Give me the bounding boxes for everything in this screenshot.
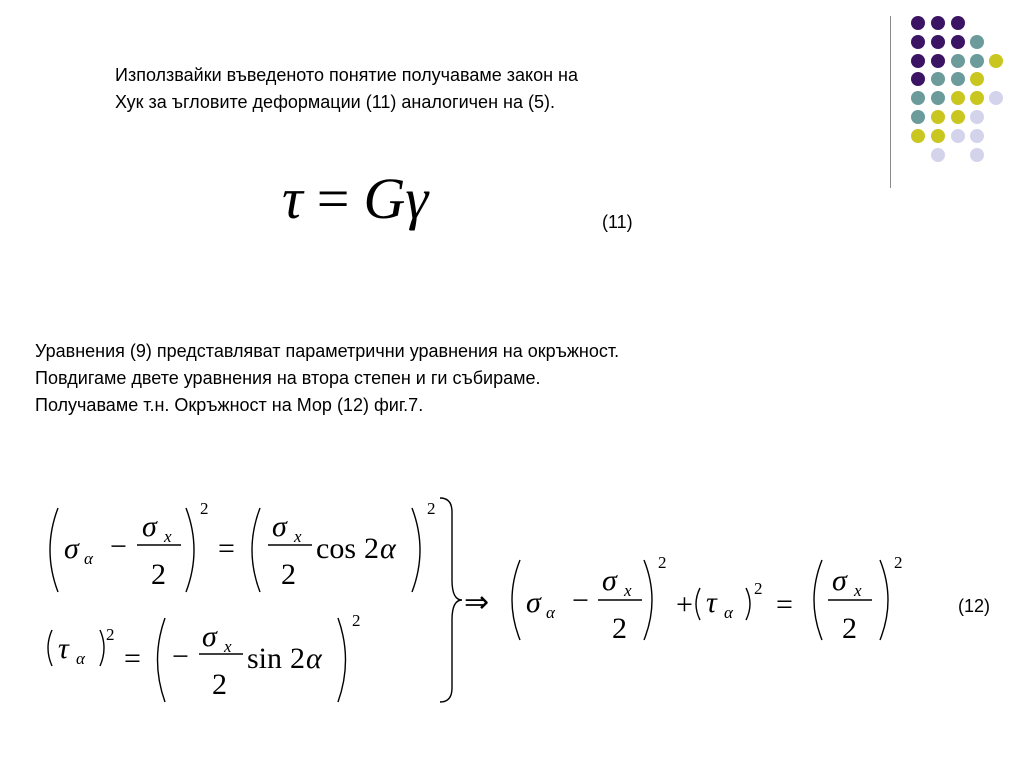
alpha-a: α — [380, 532, 396, 565]
intro-line-1: Използвайки въведеното понятие получаваме закон на — [115, 65, 578, 85]
sub-alpha-b: α — [76, 649, 85, 668]
tau-alpha-c: τ — [706, 586, 717, 619]
two-den-b: 2 — [212, 668, 227, 701]
sigma-x-num-b: σ — [202, 620, 217, 653]
decorative-dot — [970, 91, 984, 105]
equals-a: = — [218, 532, 235, 565]
equation-number-12: (12) — [958, 596, 991, 616]
decorative-dot — [951, 91, 965, 105]
decorative-dot — [911, 72, 925, 86]
sigma-x-num-a: σ — [142, 510, 157, 543]
equation-number-11: (11) — [602, 212, 633, 232]
square-a1: 2 — [200, 499, 209, 518]
decorative-dot — [931, 148, 945, 162]
decorative-dot — [931, 110, 945, 124]
minus-b: − — [172, 640, 189, 673]
decorative-dot — [989, 91, 1003, 105]
tau-alpha-b: τ — [58, 632, 69, 665]
mohr-line-2: Повдигаме двете уравнения на втора степен и ги събираме. — [35, 368, 541, 388]
decorative-dot — [970, 129, 984, 143]
sub-alpha-c: α — [546, 603, 555, 622]
two-alpha-coef-a: 2 — [364, 532, 379, 565]
shear-modulus-symbol: G — [363, 166, 406, 231]
decorative-dot — [911, 129, 925, 143]
decorative-dot — [951, 35, 965, 49]
square-a2: 2 — [427, 499, 436, 518]
minus-c: − — [572, 584, 589, 617]
intro-line-2: Хук за ъгловите деформации (11) аналогичен на (5). — [115, 92, 555, 112]
decorative-dot — [970, 72, 984, 86]
mohr-line-3: Получаваме т.н. Окръжност на Мор (12) фиг.7. — [35, 395, 424, 415]
decorative-dot — [989, 54, 1003, 68]
decorative-dot — [931, 54, 945, 68]
equals-sign: = — [316, 166, 350, 231]
decorative-dot — [931, 72, 945, 86]
decorative-dot — [911, 91, 925, 105]
sigma-alpha-a: σ — [64, 532, 79, 565]
decorative-dot — [951, 16, 965, 30]
two-den-a: 2 — [151, 558, 166, 591]
decorative-dot — [911, 16, 925, 30]
sigma-x-num-c2: σ — [832, 564, 847, 597]
gamma-symbol: γ — [405, 166, 429, 231]
decorative-dot — [951, 54, 965, 68]
mohr-paragraph — [35, 338, 619, 419]
intro-paragraph — [115, 62, 578, 116]
decorative-dot — [970, 35, 984, 49]
mohr-circle-equations — [0, 480, 1024, 720]
sub-x-c: x — [624, 581, 632, 600]
mohr-line-1: Уравнения (9) представляват параметрични уравнения на окръжност. — [35, 341, 620, 361]
svg-text:σ — [64, 532, 80, 565]
minus-a: − — [110, 530, 127, 563]
decorative-dot — [970, 54, 984, 68]
equals-c: = — [776, 588, 793, 621]
decorative-dot — [911, 54, 925, 68]
sub-x-a: x — [164, 527, 172, 546]
equals-b: = — [124, 642, 141, 675]
square-b1: 2 — [106, 625, 115, 644]
sub-x-a2: x — [294, 527, 302, 546]
decorative-dot — [931, 91, 945, 105]
decorative-dot — [951, 110, 965, 124]
plus-c: + — [676, 588, 693, 621]
decorative-divider-line — [890, 16, 891, 188]
decorative-dot — [970, 110, 984, 124]
decorative-dot — [951, 72, 965, 86]
square-b2: 2 — [352, 611, 361, 630]
square-c3: 2 — [894, 553, 903, 572]
sigma-alpha-c: σ — [526, 586, 541, 619]
sub-x-b: x — [224, 637, 232, 656]
sub-x-c2: x — [854, 581, 862, 600]
tau-symbol: τ — [282, 166, 303, 231]
square-c2: 2 — [754, 579, 763, 598]
two-den-c2: 2 — [842, 612, 857, 645]
hooke-shear-law-equation — [282, 166, 429, 231]
decorative-dot — [931, 35, 945, 49]
square-c1: 2 — [658, 553, 667, 572]
decorative-dot — [931, 129, 945, 143]
sin-b: sin — [247, 642, 283, 675]
two-den-c: 2 — [612, 612, 627, 645]
sub-alpha-c2: α — [724, 603, 733, 622]
implies-arrow: ⇒ — [464, 586, 490, 619]
sub-alpha-a: α — [84, 549, 93, 568]
decorative-dot — [970, 148, 984, 162]
two-den-a2: 2 — [281, 558, 296, 591]
decorative-dot — [951, 129, 965, 143]
decorative-dot — [931, 16, 945, 30]
sigma-x-num-c: σ — [602, 564, 617, 597]
decorative-dot — [911, 35, 925, 49]
alpha-b: α — [306, 642, 322, 675]
two-alpha-coef-b: 2 — [290, 642, 305, 675]
cos-a: cos — [316, 532, 356, 565]
decorative-dot — [911, 110, 925, 124]
sigma-x-num-a2: σ — [272, 510, 287, 543]
